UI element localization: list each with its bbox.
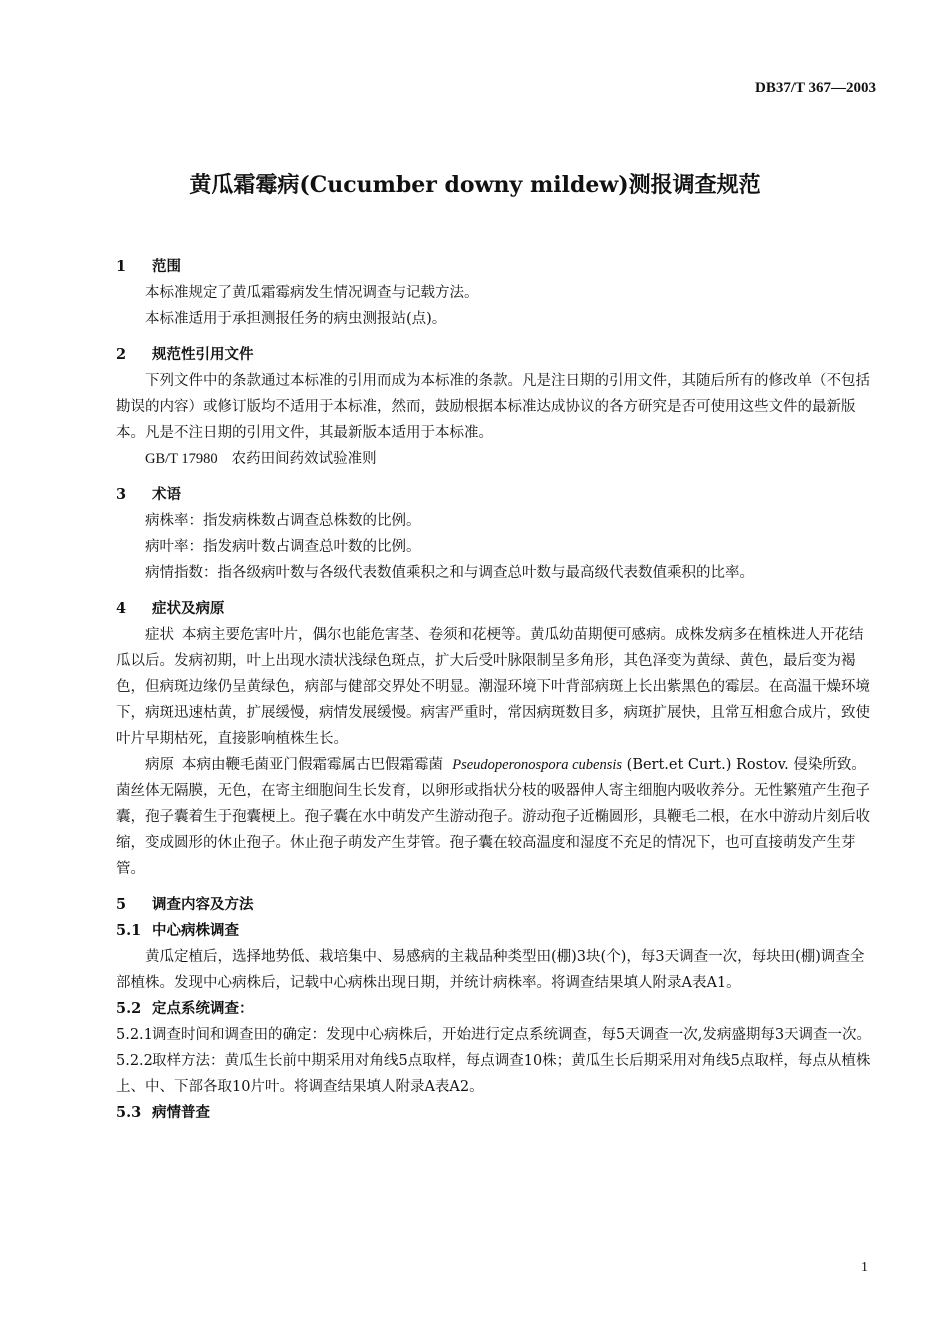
subsection-number: 5.2.1 <box>116 1027 153 1043</box>
section-number: 1 <box>116 258 127 275</box>
paragraph-text: (Bert.et Curt.) Rostov. 侵染所致。菌丝体无隔膜，无色，在寄主细胞间生长发育，以卵形或指状分枝的吸器伸人寄主细胞内吸收养分。无性繁殖产生孢子囊，孢子囊着生于孢囊梗上。孢子囊在水中萌发产生游动孢子。游动孢子近椭圆形，具鞭毛二根，在水中游动片刻后收缩，变成圆形的休止孢子。休止孢子萌发产生芽管。孢子囊在较高温度和湿度不充足的情况下，也可直接萌发产生芽管。 <box>116 757 870 877</box>
subsection-5-3-heading <box>116 1100 876 1126</box>
section-3-heading <box>116 482 876 508</box>
subsection-5-1-heading <box>116 918 876 944</box>
reference-entry <box>116 446 876 472</box>
reference-title: 农药田间药效试验准则 <box>231 451 377 467</box>
subsection-number: 5.3 <box>116 1104 142 1121</box>
subsection-5-2-heading <box>116 996 876 1022</box>
section-title: 调查内容及方法 <box>152 896 254 913</box>
paragraph-text: 本病由鞭毛菌亚门假霜霉属古巴假霜霉菌 <box>182 757 443 773</box>
page-number: 1 <box>861 1260 868 1275</box>
section-5-heading <box>116 892 876 918</box>
section-title: 范围 <box>152 258 181 275</box>
paragraph-symptoms <box>116 622 876 752</box>
paragraph-text: 调查时间和调查田的确定：发现中心病株后，开始进行定点系统调查，每5天调查一次,发病盛期每3天调查一次。 <box>152 1027 872 1043</box>
latin-name: Pseudoperonospora cubensis <box>452 757 623 773</box>
term-definition: 病情指数：指各级病叶数与各级代表数值乘积之和与调查总叶数与最高级代表数值乘积的比率。 <box>145 565 754 581</box>
reference-code: GB/T 17980 <box>145 451 218 467</box>
subsection-5-2-2 <box>116 1048 876 1100</box>
paragraph-text: 取样方法：黄瓜生长前中期采用对角线5点取样，每点调查10株；黄瓜生长后期采用对角线5点取样，每点从植株上、中、下部各取10片叶。将调查结果填人附录A表A2。 <box>116 1053 871 1095</box>
document-title: 黄瓜霜霉病(Cucumber downy mildew)测报调查规范 <box>189 172 761 198</box>
paragraph-text: 本病主要危害叶片，偶尔也能危害茎、卷须和花梗等。黄瓜幼苗期便可感病。成株发病多在植株进人开花结瓜以后。发病初期，叶上出现水渍状浅绿色斑点，扩大后受叶脉限制呈多角形，其色泽变为黄绿、黄色，最后变为褐色，但病斑边缘仍呈黄绿色，病部与健部交界处不明显。潮湿环境下叶背部病斑上长出紫黑色的霉层。在高温干燥环境下，病斑迅速枯黄，扩展缓慢，病情发展缓慢。病害严重时，常因病斑数目多，病斑扩展快，且常互相愈合成片，致使叶片早期枯死，直接影响植株生长。 <box>116 627 870 747</box>
paragraph-lead: 症状 <box>145 627 174 643</box>
paragraph: 本标准适用于承担测报任务的病虫测报站(点)。 <box>145 311 447 327</box>
subsection-5-2-1 <box>116 1022 876 1048</box>
standard-code: DB37/T 367—2003 <box>755 80 876 96</box>
paragraph: 下列文件中的条款通过本标准的引用而成为本标准的条款。凡是注日期的引用文件，其随后所有的修改单（不包括勘误的内容）或修订版均不适用于本标准，然而，鼓励根据本标准达成协议的各方研究是否可使用这些文件的最新版本。凡是不注日期的引用文件，其最新版本适用于本标准。 <box>116 373 870 441</box>
section-title: 术语 <box>152 486 181 503</box>
document-body <box>116 254 876 1126</box>
section-number: 2 <box>116 346 127 363</box>
paragraph-lead: 病原 <box>145 757 174 773</box>
section-4-heading <box>116 596 876 622</box>
subsection-title: 病情普查 <box>152 1104 210 1121</box>
section-2-heading <box>116 342 876 368</box>
subsection-number: 5.2.2 <box>116 1053 153 1069</box>
subsection-title: 定点系统调查： <box>152 1000 254 1017</box>
section-number: 5 <box>116 896 127 913</box>
term-definition: 病株率：指发病株数占调查总株数的比例。 <box>145 513 421 529</box>
subsection-title: 中心病株调查 <box>152 922 239 939</box>
subsection-number: 5.1 <box>116 922 142 939</box>
term-definition: 病叶率：指发病叶数占调查总叶数的比例。 <box>145 539 421 555</box>
section-number: 3 <box>116 486 127 503</box>
section-title: 规范性引用文件 <box>152 346 254 363</box>
section-number: 4 <box>116 600 127 617</box>
section-1-heading <box>116 254 876 280</box>
subsection-number: 5.2 <box>116 1000 142 1017</box>
section-title: 症状及病原 <box>152 600 225 617</box>
paragraph-pathogen <box>116 752 876 882</box>
paragraph: 本标准规定了黄瓜霜霉病发生情况调查与记载方法。 <box>145 285 479 301</box>
paragraph: 黄瓜定植后，选择地势低、栽培集中、易感病的主栽品种类型田(棚)3块(个)，每3天调查一次，每块田(棚)调查全部植株。发现中心病株后，记载中心病株出现日期，并统计病株率。将调查结果填人附录A表A1。 <box>116 949 865 991</box>
